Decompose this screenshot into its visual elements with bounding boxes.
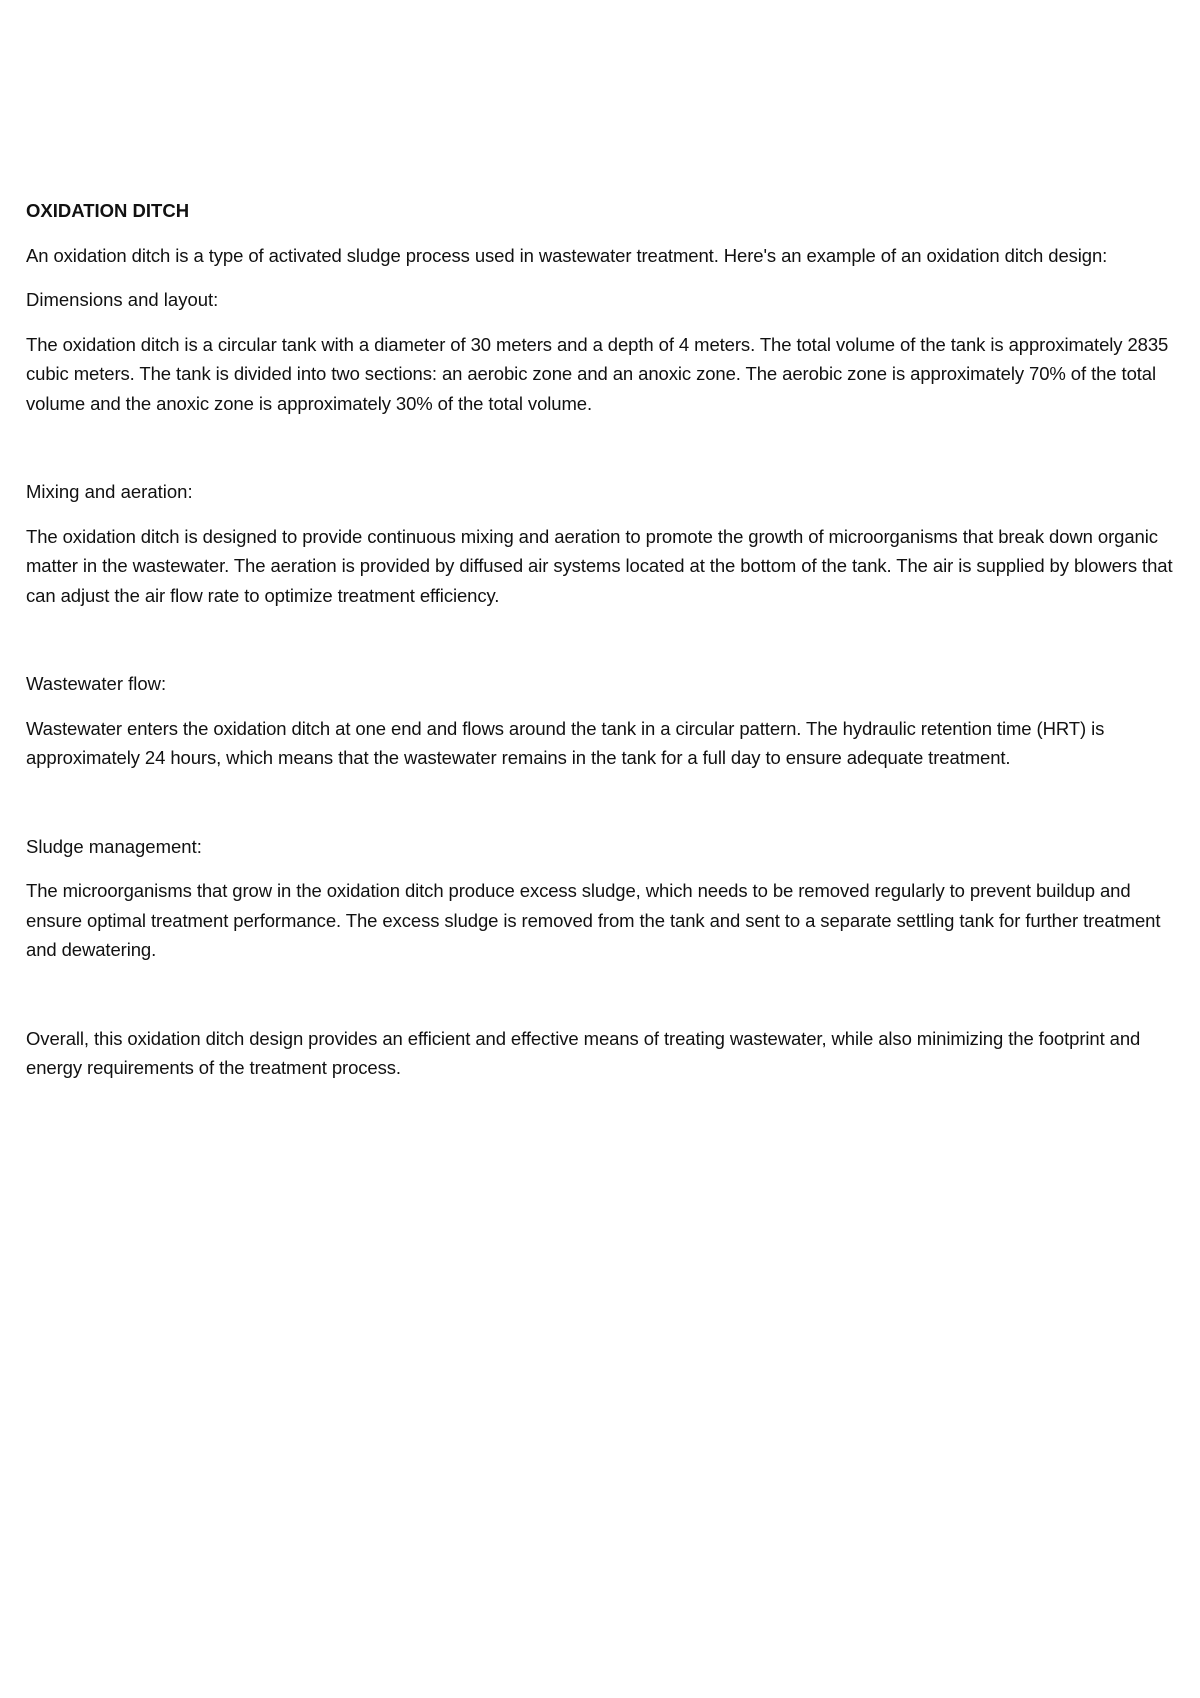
section-body-sludge: The microorganisms that grow in the oxidation ditch produce excess sludge, which needs to be removed regularly to prevent buildup and ensure optimal treatment performance. The excess sludge is removed from the tank and sent to a separate settling tank for further treatment and dewatering. bbox=[26, 880, 1161, 960]
section-body-dimensions: The oxidation ditch is a circular tank with a diameter of 30 meters and a depth of 4 meters. The total volume of the tank is approximately 2835 cubic meters. The tank is divided into two sections: an aerobic zone and an anoxic zone. The aerobic zone is approximately 70% of the total volume and the anoxic zone is approximately 30% of the total volume. bbox=[26, 333, 1169, 414]
section-body-mixing: The oxidation ditch is designed to provide continuous mixing and aeration to promote the growth of microorganisms that break down organic matter in the wastewater. The aeration is provided by diffused air systems located at the bottom of the tank. The air is supplied by blowers that can adjust the air flow rate to optimize treatment efficiency. bbox=[26, 525, 1173, 606]
section-spacer bbox=[26, 788, 1176, 832]
conclusion-paragraph: Overall, this oxidation ditch design provides an efficient and effective means of treating wastewater, while also minimizing the footprint and energy requirements of the treatment process. bbox=[26, 1027, 1141, 1078]
intro-paragraph: An oxidation ditch is a type of activated sludge process used in wastewater treatment. Here's an example of an oxidation ditch design: bbox=[26, 244, 1108, 266]
document-page bbox=[26, 196, 1176, 1098]
section-heading-dimensions: Dimensions and layout: bbox=[26, 289, 219, 310]
section-heading-sludge: Sludge management: bbox=[26, 835, 202, 857]
section-body-flow: Wastewater enters the oxidation ditch at one end and flows around the tank in a circular pattern. The hydraulic retention time (HRT) is approximately 24 hours, which means that the wastewater remains in the tank for a full day to ensure adequate treatment. bbox=[26, 717, 1105, 768]
section-heading-mixing: Mixing and aeration: bbox=[26, 481, 193, 502]
section-heading-flow: Wastewater flow: bbox=[26, 673, 167, 694]
section-spacer bbox=[26, 433, 1176, 477]
section-spacer bbox=[26, 625, 1176, 669]
section-spacer bbox=[26, 980, 1176, 1024]
document-title: OXIDATION DITCH bbox=[26, 200, 190, 221]
